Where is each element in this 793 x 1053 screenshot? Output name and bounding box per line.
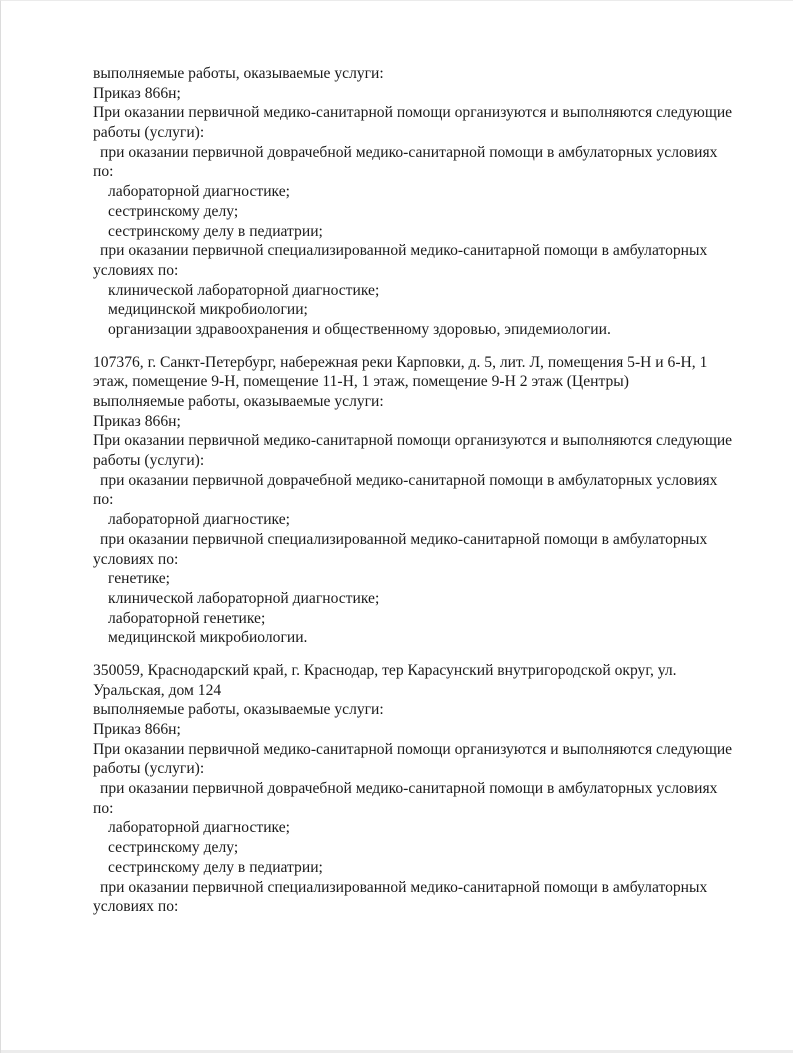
text-line: при оказании первичной доврачебной медико-санитарной помощи в амбулаторных условиях [100,143,718,161]
text-line: клинической лабораторной диагностике; [108,281,380,299]
text-line: лабораторной диагностике; [108,819,290,837]
text-line: генетике; [108,570,170,588]
text-line: сестринскому делу; [108,839,239,857]
text-line: этаж, помещение 9-Н, помещение 11-Н, 1 этаж, помещение 9-Н 2 этаж (Центры) [93,373,629,391]
text-line: 350059, Краснодарский край, г. Краснодар, тер Карасунский внутригородской округ, ул. [93,661,677,679]
text-line: при оказании первичной доврачебной медико-санитарной помощи в амбулаторных условиях [100,471,718,489]
text-line: лабораторной диагностике; [108,183,290,201]
text-line: 107376, г. Санкт-Петербург, набережная реки Карповки, д. 5, лит. Л, помещения 5-Н и 6-Н, 1 [93,353,708,371]
text-line: выполняемые работы, оказываемые услуги: [93,65,384,82]
text-line: при оказании первичной специализированной медико-санитарной помощи в амбулаторных [100,878,708,896]
text-line: При оказании первичной медико-санитарной помощи организуются и выполняются следующие [93,740,733,758]
text-line: по: [93,491,114,509]
text-line: условиях по: [93,550,179,568]
text-line: лабораторной генетике; [108,609,266,627]
text-line: условиях по: [93,261,179,279]
text-line: организации здравоохранения и общественному здоровью, эпидемиологии. [108,320,611,338]
text-line: клинической лабораторной диагностике; [108,589,380,607]
text-line: Приказ 866н; [93,84,181,102]
text-line: сестринскому делу в педиатрии; [108,222,323,240]
text-line: При оказании первичной медико-санитарной помощи организуются и выполняются следующие [93,432,733,450]
text-line: при оказании первичной доврачебной медико-санитарной помощи в амбулаторных условиях [100,780,718,798]
text-line: сестринскому делу; [108,202,239,220]
text-line: При оказании первичной медико-санитарной помощи организуются и выполняются следующие [93,104,733,122]
license-entry [93,64,753,340]
text-line: при оказании первичной специализированной медико-санитарной помощи в амбулаторных [100,530,708,548]
text-line: условиях по: [93,898,179,916]
text-line: Приказ 866н; [93,721,181,738]
text-line: выполняемые работы, оказываемые услуги: [93,701,384,719]
text-line: по: [93,163,114,181]
text-line: выполняемые работы, оказываемые услуги: [93,393,384,410]
text-line: Приказ 866н; [93,412,181,430]
text-line: работы (услуги): [93,452,205,470]
text-line: по: [93,799,114,817]
text-line: Уральская, дом 124 [93,681,222,699]
text-line: медицинской микробиологии; [108,301,308,319]
text-line: медицинской микробиологии. [108,629,308,647]
text-line: сестринскому делу в педиатрии; [108,858,323,876]
text-line: работы (услуги): [93,124,205,142]
license-entry [93,661,753,917]
text-line: при оказании первичной специализированной медико-санитарной помощи в амбулаторных [100,242,708,260]
text-line: лабораторной диагностике; [108,511,290,529]
document-text [93,64,753,930]
text-line: работы (услуги): [93,760,205,778]
license-entry [93,353,753,648]
